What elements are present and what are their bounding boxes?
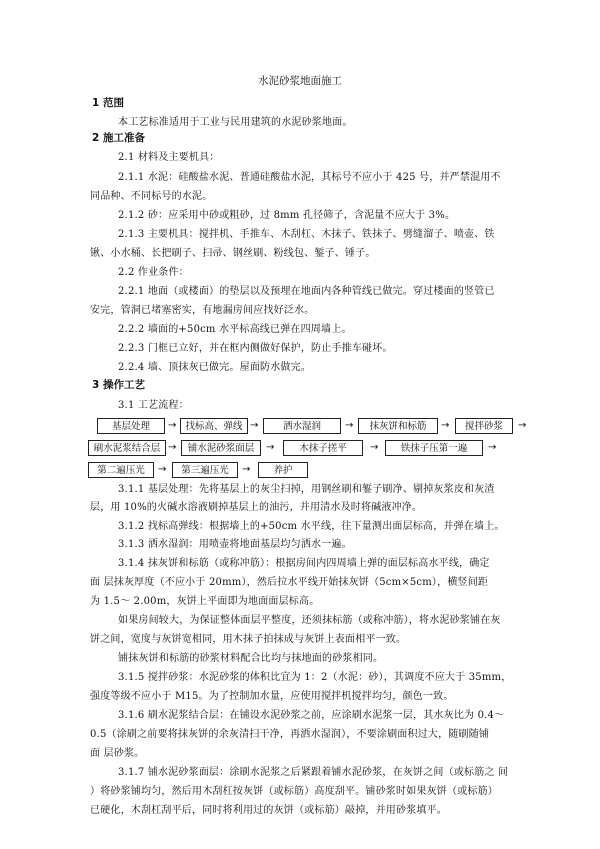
flow-step: 找标高、弹线 — [180, 418, 248, 434]
subheading: 3.1 工艺流程： — [118, 400, 189, 411]
arrow-icon: → — [370, 442, 379, 453]
flow-step: 刷水泥浆结合层 — [88, 440, 166, 456]
paragraph: 层，用 10%的火碱水溶液刷掉基层上的油污，并用清水及时将碱液冲净。 — [90, 502, 423, 513]
paragraph: 2.2.2 墙面的+50cm 水平标高线已弹在四周墙上。 — [118, 324, 352, 335]
paragraph: 为 1.5～ 2.00m，灰饼上平面即为地面面层标高。 — [90, 596, 320, 607]
paragraph: 同品种、不同标号的水泥。 — [90, 191, 213, 202]
paragraph: 2.2.4 墙、顶抹灰已做完。屋面防水做完。 — [118, 362, 312, 373]
paragraph: 3.1.4 抹灰饼和标筋（或称冲筋）：根据房间内四周墙上弹的面层标高水平线，确定 — [118, 558, 490, 569]
flow-step: 抹灰饼和标筋 — [358, 418, 438, 434]
flow-step: 铺水泥砂浆面层 — [181, 440, 261, 456]
paragraph: 3.1.5 搅拌砂浆：水泥砂浆的体积比宜为 1：2（水泥：砂），其调度不应大于 35mm， — [118, 672, 512, 683]
arrow-icon: → — [345, 420, 354, 431]
paragraph: 3.1.2 找标高弹线：根据墙上的+50cm 水平线，往下量测出面层标高，并弹在墙上。 — [118, 521, 505, 532]
flow-step: 第二遍压光 — [88, 462, 154, 478]
document-title: 水泥砂浆地面施工 — [258, 75, 342, 87]
paragraph: 3.1.3 洒水湿润：用喷壶将地面基层均匀洒水一遍。 — [118, 539, 352, 550]
paragraph: 0.5（涂刷之前要将抹灰饼的余灰清扫干净，再洒水湿润），不要涂刷面积过大，随刷随铺 — [90, 729, 490, 740]
paragraph: 2.2.1 地面（或楼面）的垫层以及预埋在地面内各种管线已做完。穿过楼面的竖管已 — [118, 286, 495, 297]
subheading: 2.2 作业条件： — [118, 267, 189, 278]
paragraph: 3.1.1 基层处理：先将基层上的灰尘扫掉，用钢丝刷和錾子刷净、剔掉灰浆皮和灰渣 — [118, 484, 495, 495]
paragraph: 本工艺标准适用于工业与民用建筑的水泥砂浆地面。 — [118, 117, 353, 128]
paragraph: 饼之间，宽度与灰饼宽相同，用木抹子拍抹成与灰饼上表面相平一致。 — [90, 634, 407, 645]
paragraph: 3.1.7 铺水泥砂浆面层：涂刷水泥浆之后紧跟着铺水泥砂浆，在灰饼之间（或标筋之 间 — [118, 767, 509, 778]
arrow-icon: → — [158, 464, 167, 475]
paragraph: 已硬化，木刮杠刮平后，同时将利用过的灰饼（或标筋）敲掉，并用砂浆填平。 — [90, 805, 447, 816]
arrow-icon: → — [242, 464, 251, 475]
paragraph: 锹、小水桶、长把刷子、扫帚、钢丝刷、粉线包、錾子、锤子。 — [90, 248, 376, 259]
flow-step: 洒水湿润 — [263, 418, 341, 434]
paragraph: 2.1.1 水泥：硅酸盐水泥、普通硅酸盐水泥，其标号不应小于 425 号，并严禁混用不 — [118, 172, 501, 183]
arrow-icon: → — [250, 420, 259, 431]
section-1-heading: 1 范围 — [92, 97, 124, 109]
flow-step: 搅拌砂浆 — [455, 418, 513, 434]
paragraph: 2.2.3 门框已立好，并在框内侧做好保护，防止手推车碰坏。 — [118, 343, 393, 354]
paragraph: 面 层抹灰厚度（不应小于 20mm），然后拉水平线开始抹灰饼（5cm×5cm），横竖间距 — [90, 577, 489, 588]
paragraph: 如果房间较大，为保证整体面层平整度，还须抹标筋（或称冲筋），将水泥砂浆铺在灰 — [118, 615, 501, 626]
flow-step: 养护 — [258, 462, 308, 478]
section-2-heading: 2 施工准备 — [92, 132, 145, 144]
paragraph: 2.1.2 砂：应采用中砂或粗砂，过 8mm 孔径筛子，含泥量不应大于 3%。 — [118, 210, 456, 221]
paragraph: 3.1.6 刷水泥浆结合层：在铺设水泥砂浆之前，应涂刷水泥浆一层，其水灰比为 0.4～ — [118, 710, 505, 721]
flow-step: 铁抹子压第一遍 — [385, 440, 483, 456]
arrow-icon: → — [518, 420, 527, 431]
arrow-icon: → — [168, 442, 177, 453]
flow-step: 第三遍压光 — [172, 462, 238, 478]
flow-step: 基层处理 — [97, 418, 165, 434]
paragraph: 2.1.3 主要机具：搅拌机、手推车、木刮杠、木抹子、铁抹子、劈缝溜子、喷壶、铁 — [118, 229, 495, 240]
subheading: 2.1 材料及主要机具： — [118, 152, 220, 163]
paragraph: ）将砂浆铺均匀，然后用木刮杠按灰饼（或标筋）高度刮平。铺砂浆时如果灰饼（或标筋） — [90, 786, 498, 797]
paragraph: 铺抹灰饼和标筋的砂浆材料配合比均与抹地面的砂浆相同。 — [118, 653, 384, 664]
arrow-icon: → — [266, 442, 275, 453]
paragraph: 安完，管洞已堵塞密实，有地漏房间应找好泛水。 — [90, 305, 315, 316]
paragraph: 面 层砂浆。 — [90, 748, 145, 759]
arrow-icon: → — [168, 420, 177, 431]
arrow-icon: → — [441, 420, 450, 431]
arrow-icon: → — [488, 442, 497, 453]
section-3-heading: 3 操作工艺 — [92, 379, 145, 391]
paragraph: 强度等级不应小于 M15。为了控制加水量，应使用搅拌机搅拌均匀，颜色一致。 — [90, 691, 454, 702]
flow-step: 木抹子搓平 — [283, 440, 363, 456]
